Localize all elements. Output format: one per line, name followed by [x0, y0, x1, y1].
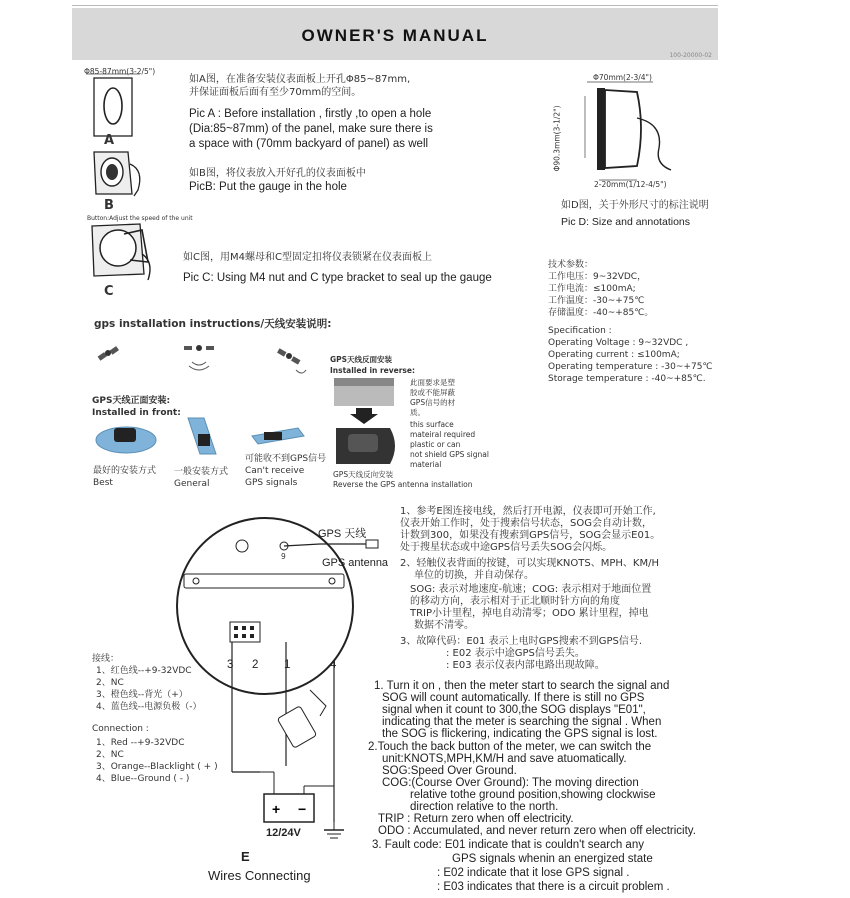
antenna-label-cn: GPS 天线 — [318, 528, 367, 540]
model-number: 100-20000-02 — [669, 52, 712, 59]
spec-en-title: Specification : — [548, 326, 612, 336]
pic-c-en: Pic C: Using M4 nut and C type bracket to seal up the gauge — [183, 272, 492, 284]
gps-surface-en-5: material — [410, 460, 442, 469]
satellite-icon-2 — [184, 345, 214, 370]
instr-en-line: COG:(Course Over Ground): The moving direction — [382, 777, 639, 789]
instr-cn-line: 数据不清零。 — [414, 620, 474, 631]
gps-front-cn: GPS天线正面安装: — [92, 396, 171, 406]
wires-cn-line: 3、橙色线--背光（+） — [96, 690, 188, 700]
pic-a-dimension: Φ85-87mm(3-2/5") — [84, 67, 156, 76]
instr-cn-line: : E02 表示中途GPS信号丢失。 — [446, 648, 585, 659]
panel-a-shape — [94, 78, 132, 136]
mounting-bracket — [184, 574, 344, 588]
instr-cn-line: SOG: 表示对地速度-航速；COG: 表示相对于地面位置 — [410, 584, 652, 595]
instr-cn-line: TRIP小计里程，掉电自动清零；ODO 累计里程，掉电 — [410, 608, 649, 619]
wire-number: 3 — [227, 659, 234, 671]
spec-cn-line: 工作温度：-30~+75℃ — [548, 296, 645, 306]
instr-en-line: ODO : Accumulated, and never return zero when off electricity. — [378, 825, 696, 837]
pic-a-en-2: (Dia:85~87mm) of the panel, make sure there is — [189, 123, 433, 135]
gps-general-cn: 一般安装方式 — [174, 467, 229, 477]
instr-en-line: : E02 indicate that it lose GPS signal . — [437, 867, 630, 879]
wire-number: 2 — [252, 659, 259, 671]
pic-d-dim-top: Φ70mm(2-3/4") — [593, 73, 652, 82]
wire-connector — [230, 622, 260, 642]
pic-b-en: PicB: Put the gauge in the hole — [189, 181, 347, 193]
spec-en-line: Operating Voltage : 9~32VDC , — [548, 338, 689, 348]
pic-a-cn-1: 如A图，在准备安装仪表面板上开孔Φ85~87mm, — [189, 74, 411, 85]
installation-figures-abc — [82, 66, 182, 306]
pic-b-cn: 如B图，将仪表放入开好孔的仪表面板中 — [189, 168, 366, 179]
gps-no-signal-cn: 可能收不到GPS信号 — [245, 454, 327, 464]
gps-no-signal-en-1: Can't receive — [245, 466, 305, 476]
pic-a-en-3: a space with (70mm backyard of panel) as well — [189, 138, 429, 150]
wires-cn-line: 4、蓝色线--电源负极（-） — [96, 702, 202, 712]
instr-cn-line: 处于搜星状态或中途GPS信号丢失SOG会闪烁。 — [400, 542, 613, 553]
instr-en-line: 2.Touch the back button of the meter, we can switch the — [368, 741, 652, 753]
satellite-icon-3 — [277, 348, 306, 373]
spec-cn-line: 工作电压：9~32VDC， — [548, 272, 647, 282]
spec-cn-title: 技术参数： — [548, 260, 594, 270]
gps-surface-cn-1: 此面要求是塑 — [410, 378, 455, 387]
instr-en-line: TRIP : Return zero when off electricity. — [378, 813, 574, 825]
pic-d-dim-bottom: 2-20mm(1/12-4/5") — [594, 180, 667, 189]
spec-cn-line: 存储温度：-40~+85℃。 — [548, 308, 654, 318]
instr-en-line: direction relative to the north. — [410, 801, 559, 813]
pic-d-cn: 如D图，关于外形尺寸的标注说明 — [561, 200, 709, 211]
spec-en-line: Operating temperature : -30~+75℃ — [548, 362, 713, 372]
gps-general-en: General — [174, 479, 210, 489]
spec-cn-line: 工作电流：≤100mA; — [548, 284, 636, 294]
instr-en-line: 1. Turn it on , then the meter start to search the signal and — [374, 680, 670, 692]
instr-en-line: : E03 indicates that there is a circuit problem . — [437, 881, 670, 893]
wires-en-title: Connection : — [92, 724, 149, 734]
gps-back-cn: GPS天线反面安装 — [330, 355, 393, 364]
svg-text:−: − — [298, 801, 307, 817]
instr-cn-line: 2、轻触仪表背面的按键，可以实现KNOTS、MPH、KM/H — [400, 558, 659, 569]
gps-back-en: Installed in reverse: — [330, 366, 415, 375]
gps-surface-en-3: plastic or can — [410, 440, 461, 449]
figure-e-caption: Wires Connecting — [208, 868, 311, 883]
antenna-label-en: GPS antenna — [322, 557, 389, 569]
gps-front-en: Installed in front: — [92, 408, 181, 418]
pic-b-label: B — [104, 198, 114, 213]
instr-cn-line: 的移动方向，表示相对于正北顺时针方向的角度 — [410, 596, 620, 607]
pic-d-dim-side: Φ90.3mm(3-1/2") — [552, 105, 562, 172]
instr-en-line: SOG:Speed Over Ground. — [382, 765, 517, 777]
pic-a-cn-2: 并保证面板后面有至少70mm的空间。 — [189, 87, 362, 98]
instr-cn-line: 3、故障代码：E01 表示上电时GPS搜索不到GPS信号. — [400, 636, 643, 647]
battery-voltage: 12/24V — [266, 827, 301, 839]
pic-a-label: A — [104, 133, 115, 148]
instr-en-line: SOG will count automatically. If there is still no GPS — [382, 692, 645, 704]
pic-c-button-note: Button:Adjust the speed of the unit — [87, 215, 193, 222]
wires-en-line: 2、NC — [96, 750, 124, 760]
satellite-signal-icons — [88, 340, 328, 390]
instr-en-line: GPS signals whenin an energized state — [452, 853, 653, 865]
satellite-icon-1 — [98, 346, 119, 361]
page-header — [72, 8, 718, 60]
spec-en-line: Operating current : ≤100mA; — [548, 350, 680, 360]
instr-cn-line: 单位的切换，并自动保存。 — [414, 570, 534, 581]
instr-en-line: the SOG is flickering, indicating the GPS signal is lost. — [382, 728, 658, 740]
wires-en-line: 4、Blue--Ground ( - ) — [96, 774, 190, 784]
gps-surface-en-4: not shield GPS signal — [410, 450, 489, 459]
gps-no-signal-en-2: GPS signals — [245, 478, 298, 488]
instr-cn-line: 1、参考E图连接电线，然后打开电源，仪表即可开始工作, — [400, 506, 656, 517]
gps-surface-en-1: this surface — [410, 420, 454, 429]
instr-cn-line: 计数到300，如果没有搜索到GPS信号，SOG会显示E01。 — [400, 530, 661, 541]
spec-en-line: Storage temperature : -40~+85℃. — [548, 374, 706, 384]
wires-en-line: 3、Orange--Blacklight ( + ) — [96, 762, 218, 772]
page-title: OWNER'S MANUAL — [301, 26, 489, 45]
instr-cn-line: 仪表开始工作时，处于搜索信号状态，SOG会自动计数， — [400, 518, 652, 529]
instr-en-line: unit:KNOTS,MPH,KM/H and save atuomatically. — [382, 753, 627, 765]
instr-en-line: relative tothe ground position,showing clockwise — [410, 789, 656, 801]
instr-cn-line: : E03 表示仪表内部电路出现故障。 — [446, 660, 605, 671]
top-rule — [72, 5, 718, 6]
gps-port-number: 9 — [281, 552, 286, 561]
wires-cn-title: 接线： — [92, 654, 120, 664]
key-switch-icon — [277, 706, 317, 748]
pic-d-gauge-side-view — [575, 78, 685, 188]
instr-en-line: signal when it count to 300,the SOG displays "E01", — [382, 704, 646, 716]
pic-a-en-1: Pic A : Before installation , firstly ,to open a hole — [189, 108, 432, 120]
wires-cn-line: 2、NC — [96, 678, 124, 688]
figure-e-label: E — [241, 849, 250, 864]
wire-number: 4 — [330, 659, 337, 671]
wires-cn-line: 1、红色线--+9-32VDC — [96, 666, 192, 676]
gps-best-en: Best — [93, 478, 113, 488]
svg-text:+: + — [272, 801, 281, 817]
pic-c-label: C — [104, 284, 114, 299]
gps-reverse-mount-figure — [328, 376, 408, 476]
pic-c-cn: 如C图，用M4螺母和C型固定扣将仪表锁紧在仪表面板上 — [183, 252, 432, 263]
gps-heading: gps installation instructions/天线安装说明: — [94, 318, 332, 330]
wires-en-line: 1、Red --+9-32VDC — [96, 738, 185, 748]
gps-best-cn: 最好的安装方式 — [93, 466, 157, 476]
gps-surface-cn-2: 胶或不能屏蔽 — [410, 388, 455, 397]
gps-reverse-en: Reverse the GPS antenna installation — [333, 480, 473, 489]
instr-en-line: 3. Fault code: E01 indicate that is couldn't search any — [372, 839, 644, 851]
pic-d-en: Pic D: Size and annotations — [561, 216, 690, 228]
gps-surface-cn-3: GPS信号的材 — [410, 398, 456, 407]
gps-surface-cn-4: 质。 — [410, 408, 425, 417]
instr-en-line: indicating that the meter is searching the signal . When — [382, 716, 662, 728]
gps-surface-en-2: mateiral required — [410, 430, 476, 439]
wire-number: 1 — [284, 659, 291, 671]
gps-reverse-cn: GPS天线反向安装 — [333, 470, 394, 479]
